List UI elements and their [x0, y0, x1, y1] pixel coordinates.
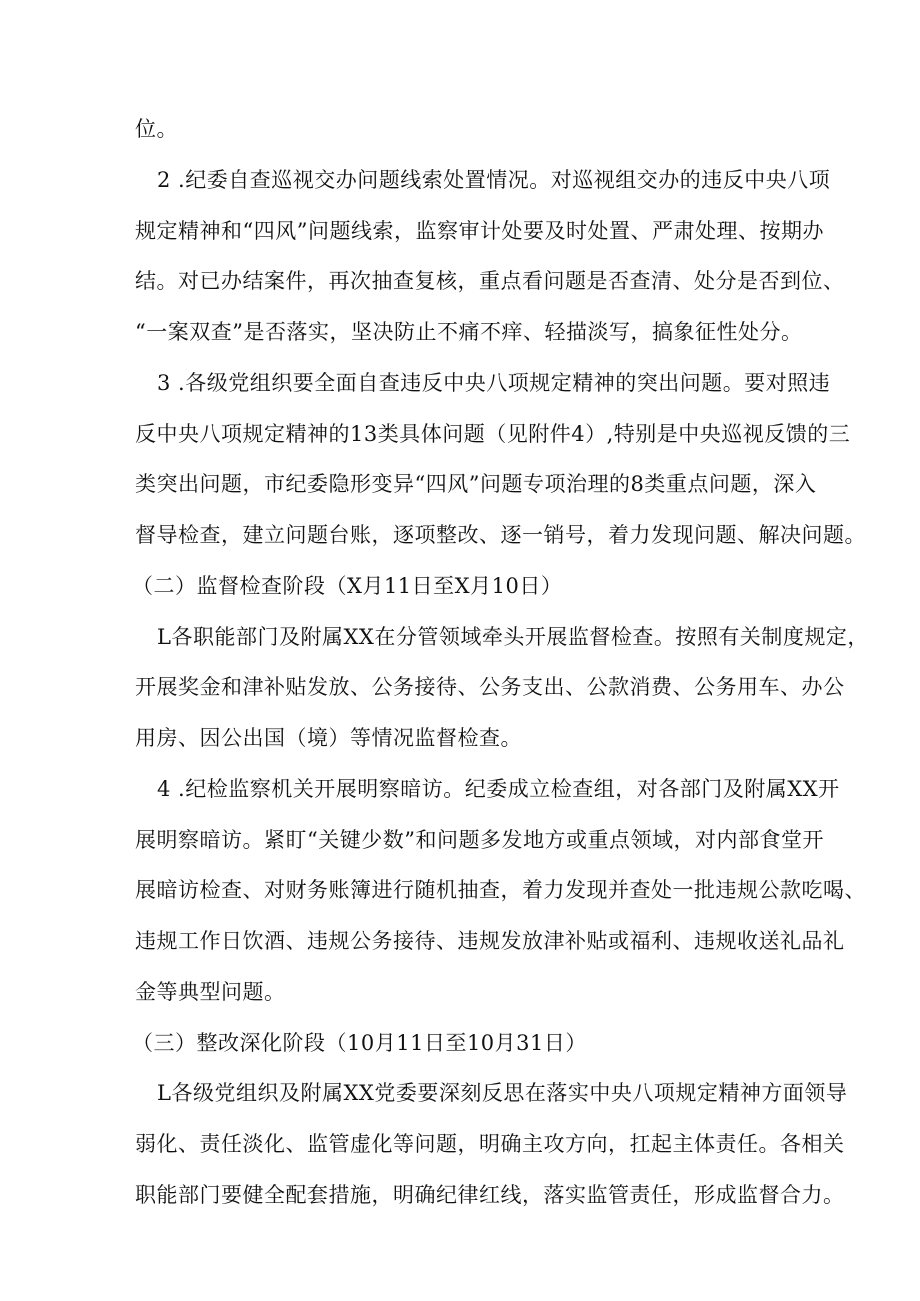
paragraph-line: 展暗访检查、对财务账簿进行随机抽查，着力发现并查处一批违规公款吃喝、 — [135, 878, 866, 902]
paragraph-line: 金等典型问题。 — [135, 980, 286, 1004]
paragraph-line: 类突出问题，市纪委隐形变异“四风”问题专项治理的8类重点问题，深入 — [135, 472, 817, 496]
section-heading: （二）监督检查阶段（X月11日至X月10日） — [132, 574, 563, 598]
paragraph-line: 位。 — [135, 117, 178, 141]
paragraph-line: 4 .纪检监察机关开展明察暗访。纪委成立检查组，对各部门及附属XX开 — [157, 777, 840, 801]
paragraph-line: 用房、因公出国（境）等情况监督检查。 — [135, 726, 522, 750]
paragraph-line: 开展奖金和津补贴发放、公务接待、公务支出、公款消费、公务用车、办公 — [135, 675, 845, 699]
paragraph-line: 弱化、责任淡化、监管虚化等问题，明确主攻方向，扛起主体责任。各相关 — [135, 1132, 845, 1156]
paragraph-line: 2 .纪委自查巡视交办问题线索处置情况。对巡视组交办的违反中央八项 — [157, 168, 831, 192]
paragraph-line: 违规工作日饮酒、违规公务接待、违规发放津补贴或福利、违规收送礼品礼 — [135, 929, 845, 953]
section-heading: （三）整改深化阶段（10月11日至10月31日） — [132, 1031, 587, 1055]
paragraph-line: 3 .各级党组织要全面自查违反中央八项规定精神的突出问题。要对照违 — [157, 371, 831, 395]
paragraph-line: 职能部门要健全配套措施，明确纪律红线，落实监管责任，形成监督合力。 — [135, 1183, 845, 1207]
paragraph-line: 展明察暗访。紧盯“关键少数”和问题多发地方或重点领域，对内部食堂开 — [135, 828, 824, 852]
paragraph-line: 督导检查，建立问题台账，逐项整改、逐一销号，着力发现问题、解决问题。 — [135, 523, 866, 547]
paragraph-line: 反中央八项规定精神的13类具体问题（见附件4）,特别是中央巡视反馈的三 — [135, 422, 851, 446]
paragraph-line: L各职能部门及附属XX在分管领域牵头开展监督检查。按照有关制度规定， — [157, 625, 869, 649]
paragraph-line: L各级党组织及附属XX党委要深刻反思在落实中央八项规定精神方面领导 — [157, 1081, 848, 1105]
paragraph-line: 结。对已办结案件，再次抽查复核，重点看问题是否查清、处分是否到位、 — [135, 269, 845, 293]
paragraph-line: “一案双查”是否落实，坚决防止不痛不痒、轻描淡写，搞象征性处分。 — [135, 320, 803, 344]
paragraph-line: 规定精神和“四风”问题线索，监察审计处要及时处置、严肃处理、按期办 — [135, 219, 824, 243]
